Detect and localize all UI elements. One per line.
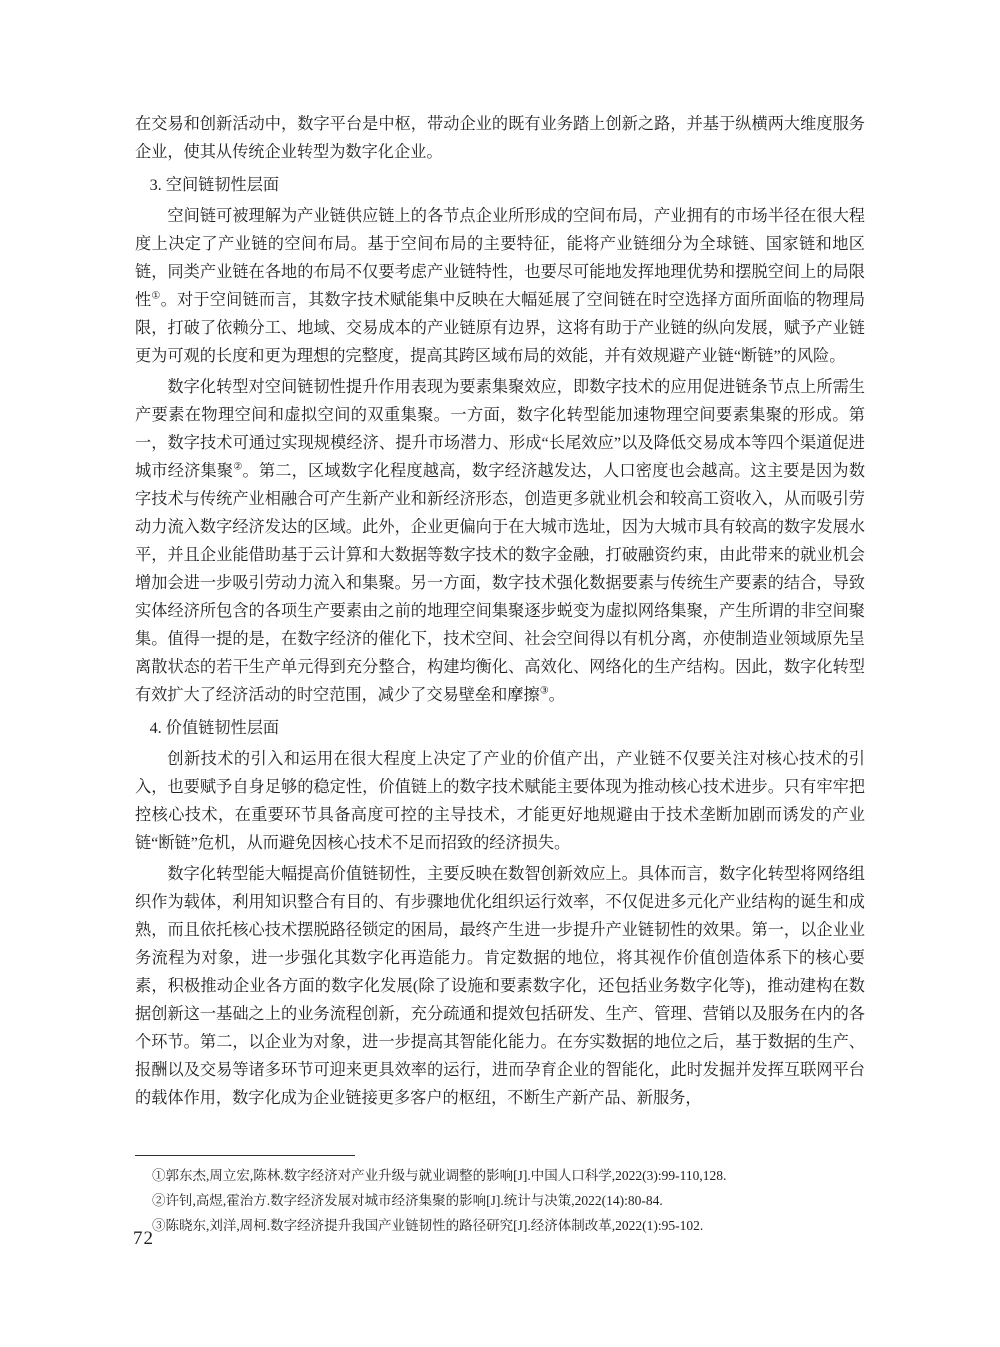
text-run: 创新技术的引入和运用在很大程度上决定了产业的价值产出，产业链不仅要关注对核心技术的引入，也要赋予自身足够的稳定性，价值链上的数字技术赋能主要体现为推动核心技术进步。只有牢牢把控核心技术，在重要环节具备高度可控的主导技术，才能更好地规避由于技术垄断加剧而诱发的产业链“断链”危机，从而避免因核心技术不足而招致的经济损失。: [135, 750, 865, 852]
footnote-marker: ①: [151, 290, 161, 302]
section-heading: [135, 714, 865, 742]
paragraph: [135, 860, 865, 1112]
text-run: 。第二，区域数字化程度越高，数字经济越发达，人口密度也会越高。这主要是因为数字技术与传统产业相融合可产生新产业和新经济形态，创造更多就业机会和较高工资收入，从而吸引劳动力流入数字经济发达的区域。此外，企业更偏向于在大城市选址，因为大城市具有较高的数字发展水平，并且企业能借助基于云计算和大数据等数字技术的数字金融，打破融资约束，由此带来的就业机会增加会进一步吸引劳动力流入和集聚。另一方面，数字技术强化数据要素与传统生产要素的结合，导致实体经济所包含的各项生产要素由之前的地理空间集聚逐步蜕变为虚拟网络集聚，产生所谓的非空间聚集。值得一提的是，在数字经济的催化下，技术空间、社会空间得以有机分离，亦使制造业领域原先呈离散状态的若干生产单元得到充分整合，构建均衡化、高效化、网络化的生产结构。因此，数字化转型有效扩大了经济活动的时空范围，减少了交易壁垒和摩擦: [135, 462, 866, 704]
page-number: 72: [133, 1228, 154, 1249]
text-run: 在交易和创新活动中，数字平台是中枢，带动企业的既有业务踏上创新之路，并基于纵横两大维度服务企业，使其从传统企业转型为数字化企业。: [135, 115, 865, 161]
footnotes-list: [135, 1163, 865, 1238]
footnote-area: [135, 1155, 865, 1238]
text-run: 。: [548, 686, 565, 704]
document-body: [135, 110, 865, 1112]
footnote: ①郭东杰,周立宏,陈林.数字经济对产业升级与就业调整的影响[J].中国人口科学,2022(3):99-110,128.: [152, 1168, 727, 1183]
text-run: 数字化转型能大幅提高价值链韧性，主要反映在数智创新效应上。具体而言，数字化转型将网络组织作为载体，利用知识整合有目的、有步骤地优化组织运行效率，不仅促进多元化产业结构的诞生和成熟，而且依托核心技术摆脱路径锁定的困局，最终产生进一步提升产业链韧性的效果。第一，以企业业务流程为对象，进一步强化其数字化再造能力。肯定数据的地位，将其视作价值创造体系下的核心要素，积极推动企业各方面的数字化发展(除了设施和要素数字化，还包括业务数字化等)，推动建构在数据创新这一基础之上的业务流程创新，充分疏通和提效包括研发、生产、管理、营销以及服务在内的各个环节。第二，以企业为对象，进一步提高其智能化能力。在夯实数据的地位之后，基于数据的生产、报酬以及交易等诸多环节可迎来更具效率的运行，进而孕育企业的智能化，此时发掘并发挥互联网平台的载体作用，数字化成为企业链接更多客户的枢纽，不断生产新产品、新服务，: [135, 865, 865, 1107]
paragraph: [135, 373, 865, 709]
paragraph: [135, 110, 865, 166]
footnote-separator-rule: [135, 1155, 355, 1156]
text-run: 数字化转型对空间链韧性提升作用表现为要素集聚效应，即数字技术的应用促进链条节点上所需生产要素在物理空间和虚拟空间的双重集聚。一方面，数字化转型能加速物理空间要素集聚的形成。第一，数字技术可通过实现规模经济、提升市场潜力、形成“长尾效应”以及降低交易成本等四个渠道促进城市经济集聚: [135, 378, 865, 480]
footnote: ③陈晓东,刘洋,周柯.数字经济提升我国产业链韧性的路径研究[J].经济体制改革,2022(1):95-102.: [152, 1218, 704, 1233]
text-run: 。对于空间链而言，其数字技术赋能集中反映在大幅延展了空间链在时空选择方面所面临的物理局限，打破了依赖分工、地域、交易成本的产业链原有边界，这将有助于产业链的纵向发展，赋予产业链更为可观的长度和更为理想的完整度，提高其跨区域布局的效能，并有效规避产业链“断链”的风险。: [135, 291, 866, 365]
text-run: 4. 价值链韧性层面: [149, 719, 280, 737]
paragraph: [135, 745, 865, 857]
section-heading: [135, 171, 865, 199]
footnote: ②许钊,高煜,霍治方.数字经济发展对城市经济集聚的影响[J].统计与决策,2022(14):80-84.: [152, 1193, 663, 1208]
footnote-marker: ②: [233, 461, 243, 473]
text-run: 3. 空间链韧性层面: [149, 176, 280, 194]
footnote-marker: ③: [539, 685, 549, 697]
text-run: 空间链可被理解为产业链供应链上的各节点企业所形成的空间布局，产业拥有的市场半径在很大程度上决定了产业链的空间布局。基于空间布局的主要特征，能将产业链细分为全球链、国家链和地区链，同类产业链在各地的布局不仅要考虑产业链特性，也要尽可能地发挥地理优势和摆脱空间上的局限性: [135, 207, 865, 309]
paragraph: [135, 202, 865, 370]
